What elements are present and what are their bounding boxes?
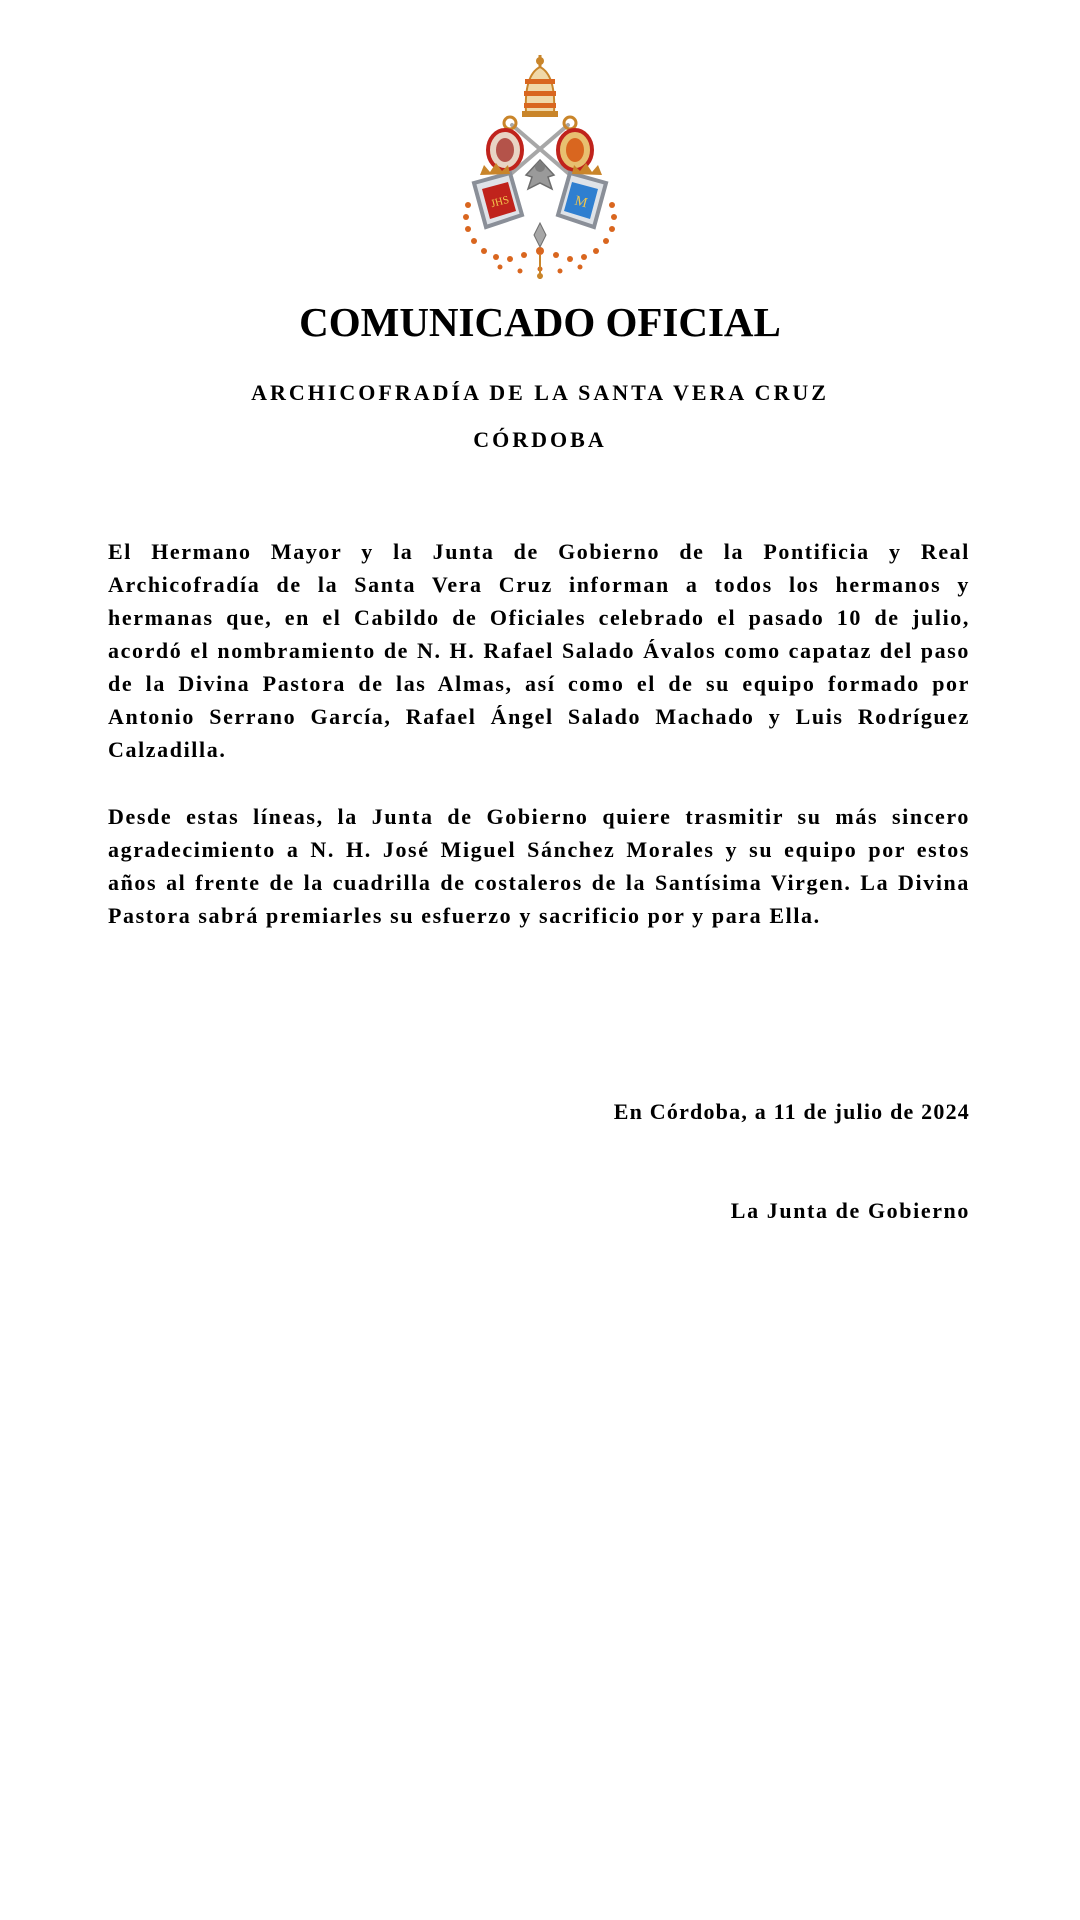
right-medallion-icon [558,130,592,170]
left-medallion-icon [488,130,522,170]
brotherhood-crest-logo [460,55,620,280]
jhs-emblem-letters: JHS [489,193,511,211]
eagle-icon [526,160,554,189]
date-line: En Córdoba, a 11 de julio de 2024 [613,1099,970,1124]
signature: La Junta de Gobierno [730,1198,970,1223]
body-paragraph-1: El Hermano Mayor y la Junta de Gobierno de la Pontificia y Real Archicofradía de la Santa Vera Cruz informan a todos los hermanos y hermanas que, en el Cabildo de Oficiales celebrado el pasado 10 de julio, acordó el nombramiento de N. H. Rafael Salado Ávalos como capataz del paso de la Divina Pastora de las Almas, así como el de su equipo formado por Antonio Serrano García, Rafael Ángel Salado Machado y Luis Rodríguez Calzadilla. [108,539,970,762]
jhs-shield-icon [474,173,522,227]
city-name: CÓRDOBA [473,427,607,452]
page-title: COMUNICADO OFICIAL [299,299,781,345]
marian-emblem-letters: M [572,193,589,212]
organization-name: ARCHICOFRADÍA DE LA SANTA VERA CRUZ [251,380,829,405]
body-paragraph-2: Desde estas líneas, la Junta de Gobierno quiere trasmitir su más sincero agradecimiento a N. H. José Miguel Sánchez Morales y su equipo por estos años al frente de la cuadrilla de costaleros de la Santísima Virgen. La Divina Pastora sabrá premiarles su esfuerzo y sacrificio por y para Ella. [108,804,970,928]
marian-shield-icon [558,173,606,227]
tiara-icon [522,55,558,117]
